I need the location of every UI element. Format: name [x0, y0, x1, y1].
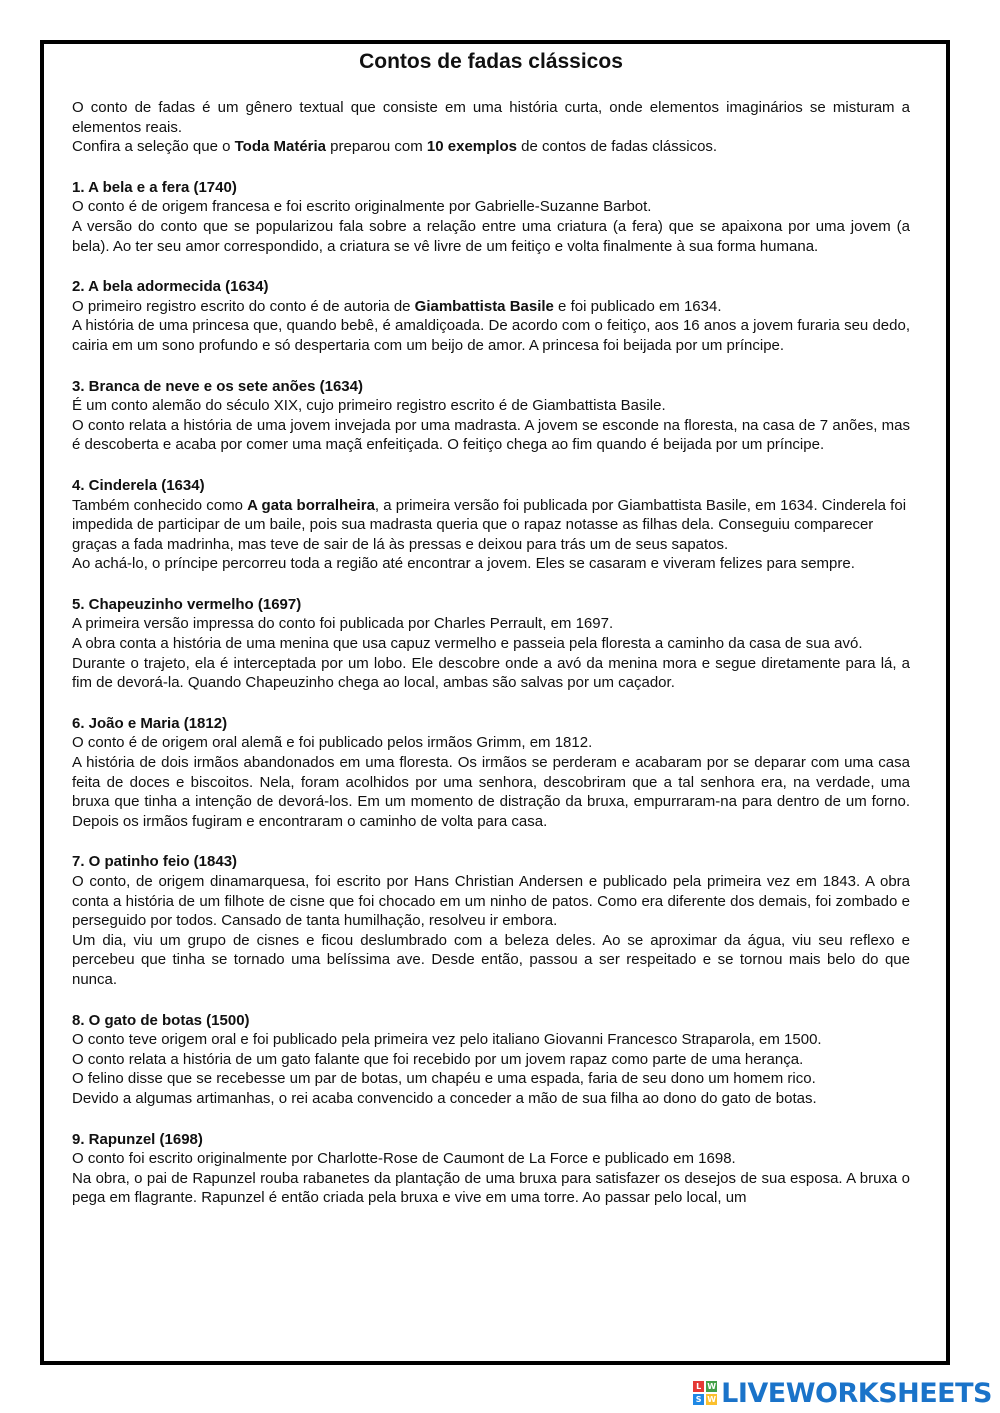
story-paragraph: Um dia, viu um grupo de cisnes e ficou deslumbrado com a beleza deles. Ao se aproximar da água, viu seu reflexo e percebeu que tinha se tornado uma belíssima ave. Desde então, passou a ser respeitado e se tornou mais belo do que nunca.: [72, 931, 910, 988]
story-paragraph: O conto relata a história de uma jovem invejada por uma madrasta. A jovem se esconde na floresta, na casa de 7 anões, mas é descoberta e acaba por comer uma maçã enfeitiçada. O feitiço chega ao fim quando é beijada por um príncipe.: [72, 416, 910, 454]
logo-mark-icon: [693, 1381, 717, 1405]
story-section: [72, 277, 910, 355]
story-paragraph: Na obra, o pai de Rapunzel rouba rabanetes da plantação de uma bruxa para satisfazer os desejos de sua esposa. A bruxa o pega em flagrante. Rapunzel é então criada pela bruxa e vive em uma torre. Ao passar pelo local, um: [72, 1169, 910, 1207]
story-section: [72, 1011, 910, 1109]
story-paragraph: A versão do conto que se popularizou fala sobre a relação entre uma criatura (a fera) que se apaixona por uma jovem (a bela). Ao ter seu amor correspondido, a criatura se vê livre de um feitiço e volta finalmente à sua forma humana.: [72, 217, 910, 255]
story-title: 5. Chapeuzinho vermelho (1697): [72, 595, 302, 613]
story-paragraph: A obra conta a história de uma menina que usa capuz vermelho e passeia pela floresta a caminho da casa de sua avó.: [72, 635, 863, 653]
story-paragraph: O felino disse que se recebesse um par de botas, um chapéu e uma espada, faria de seu dono um homem rico.: [72, 1070, 816, 1088]
story-title: 6. João e Maria (1812): [72, 714, 228, 732]
story-paragraph: O conto teve origem oral e foi publicado pela primeira vez pelo italiano Giovanni Francesco Straparola, em 1500.: [72, 1031, 822, 1049]
story-section: [72, 178, 910, 256]
story-paragraph: Também conhecido como A gata borralheira, a primeira versão foi publicada por Giambattista Basile, em 1634. Cinderela foi impedida de participar de um baile, pois sua madrasta queria que o rapaz notasse as filhas dela. Conseguiu comparecer graças a fada madrinha, mas teve de sair de lá às pressas e deixou para trás um de seus sapatos.: [72, 496, 907, 553]
story-paragraph: É um conto alemão do século XIX, cujo primeiro registro escrito é de Giambattista Basile.: [72, 397, 666, 415]
logo-mark-square: S: [693, 1394, 704, 1405]
story-paragraph: Ao achá-lo, o príncipe percorreu toda a região até encontrar a jovem. Eles se casaram e viveram felizes para sempre.: [72, 555, 855, 573]
story-paragraph: O conto, de origem dinamarquesa, foi escrito por Hans Christian Andersen e publicado pela primeira vez em 1843. A obra conta a história de um filhote de cisne que foi chocado em um ninho de patos. Como era diferente dos demais, foi zombado e perseguido por todos. Cansado de tanta humilhação, resolveu ir embora.: [72, 873, 910, 930]
liveworksheets-logo: [693, 1377, 992, 1409]
document-title: Contos de fadas clássicos: [359, 50, 623, 73]
story-section: [72, 852, 910, 989]
logo-mark-square: L: [693, 1381, 704, 1392]
story-section: [72, 1130, 910, 1208]
story-paragraph: Devido a algumas artimanhas, o rei acaba convencido a conceder a mão de sua filha ao dono do gato de botas.: [72, 1089, 817, 1107]
intro-section: [72, 98, 910, 157]
story-section: [72, 377, 910, 455]
intro-paragraph: Confira a seleção que o Toda Matéria preparou com 10 exemplos de contos de fadas clássicos.: [72, 138, 718, 156]
story-title: 8. O gato de botas (1500): [72, 1011, 250, 1029]
story-paragraph: O conto é de origem oral alemã e foi publicado pelos irmãos Grimm, em 1812.: [72, 734, 593, 752]
story-section: [72, 714, 910, 832]
story-title: 9. Rapunzel (1698): [72, 1130, 203, 1148]
story-paragraph: O primeiro registro escrito do conto é de autoria de Giambattista Basile e foi publicado em 1634.: [72, 297, 722, 315]
logo-mark-square: W: [707, 1382, 717, 1391]
intro-paragraph: O conto de fadas é um gênero textual que consiste em uma história curta, onde elementos imaginários se misturam a elementos reais.: [72, 99, 910, 136]
story-title: 1. A bela e a fera (1740): [72, 178, 237, 196]
logo-text: LIVEWORKSHEETS: [721, 1377, 992, 1409]
story-paragraph: O conto é de origem francesa e foi escrito originalmente por Gabrielle-Suzanne Barbot.: [72, 198, 652, 216]
story-title: 4. Cinderela (1634): [72, 476, 205, 494]
story-paragraph: O conto foi escrito originalmente por Charlotte-Rose de Caumont de La Force e publicado em 1698.: [72, 1150, 736, 1168]
story-title: 7. O patinho feio (1843): [72, 853, 238, 871]
story-paragraph: A história de dois irmãos abandonados em uma floresta. Os irmãos se perderam e acabaram por se deparar com uma casa feita de doces e biscoitos. Nela, foram acolhidos por uma senhora, descobriram que a tal senhora era, na verdade, uma bruxa que tinha a intenção de devorá-los. Em um momento de distração da bruxa, empurraram-na para dentro de um forno. Depois os irmãos fugiram e encontraram o caminho de volta para casa.: [72, 754, 910, 830]
story-paragraph: A primeira versão impressa do conto foi publicada por Charles Perrault, em 1697.: [72, 615, 614, 633]
story-title: 3. Branca de neve e os sete anões (1634): [72, 377, 363, 395]
logo-mark-square: W: [707, 1395, 717, 1404]
document-content: [72, 48, 910, 1229]
story-paragraph: O conto relata a história de um gato falante que foi recebido por um jovem rapaz como parte de uma herança.: [72, 1050, 804, 1068]
story-title: 2. A bela adormecida (1634): [72, 278, 269, 296]
story-paragraph: Durante o trajeto, ela é interceptada por um lobo. Ele descobre onde a avó da menina mora e segue diretamente para lá, a fim de devorá-la. Quando Chapeuzinho chega ao local, ambas são salvas por um caçador.: [72, 654, 910, 692]
story-section: [72, 595, 910, 693]
story-section: [72, 476, 910, 574]
story-paragraph: A história de uma princesa que, quando bebê, é amaldiçoada. De acordo com o feitiço, aos 16 anos a jovem furaria seu dedo, cairia em um sono profundo e só despertaria com um beijo de amor. A princesa foi beijada por um príncipe.: [72, 317, 910, 354]
stories-list: [72, 178, 910, 1208]
